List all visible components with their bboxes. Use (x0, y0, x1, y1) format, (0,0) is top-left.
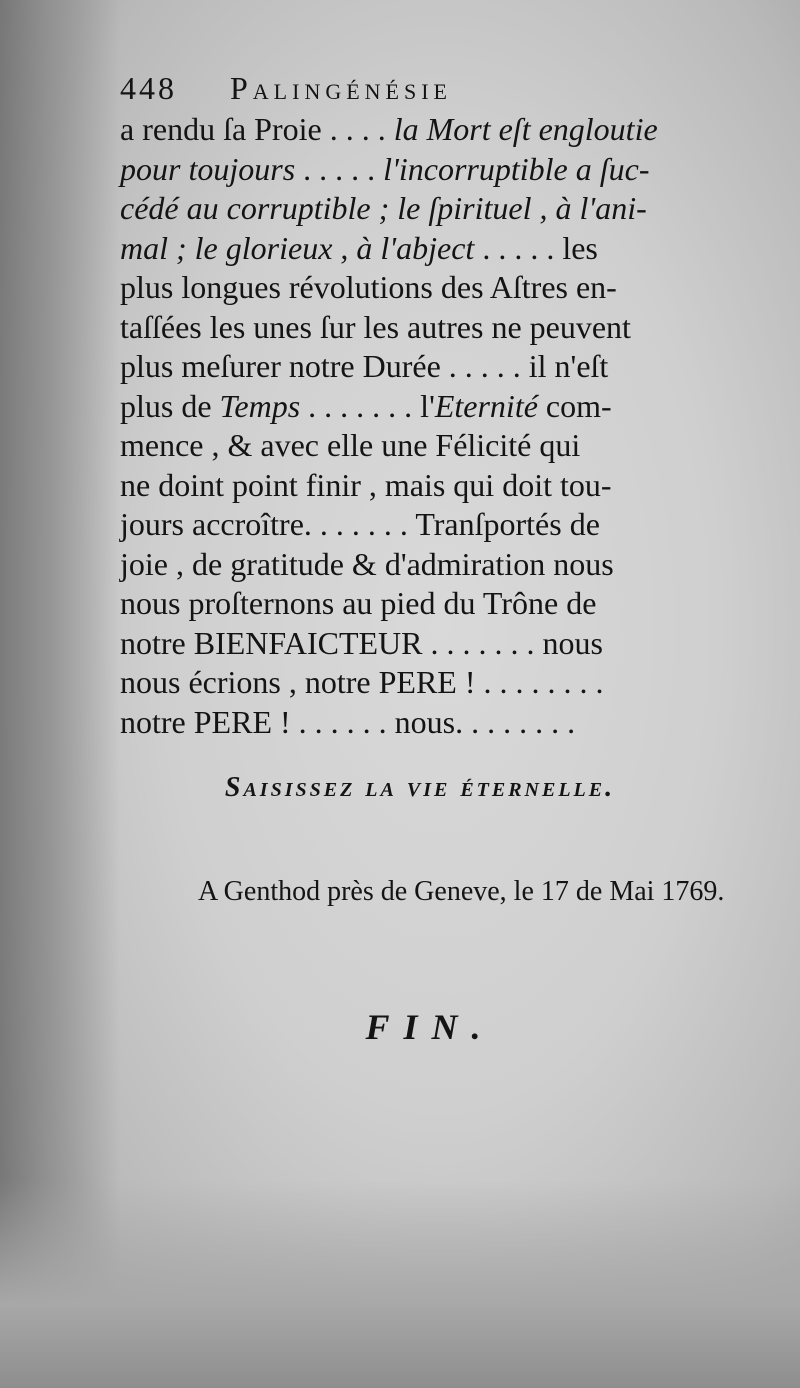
text-segment: joie , de gratitude & d'admiration nous (120, 545, 614, 582)
text-line (120, 110, 720, 150)
text-line (120, 584, 720, 624)
text-segment: notre PERE ! . . . . . . nous. . . . . . . . (120, 703, 576, 740)
text-line (120, 150, 720, 190)
text-segment: l'incorruptible a ſuc- (383, 150, 650, 187)
text-line (120, 624, 720, 664)
text-line (120, 545, 720, 585)
text-segment: nous écrions , notre PERE ! . . . . . . . . (120, 664, 604, 700)
text-line (120, 268, 720, 308)
text-segment: ne doint point finir , mais qui doit tou- (120, 466, 612, 503)
text-segment: com- (537, 387, 612, 424)
text-segment: . . . . . . . l' (300, 387, 435, 424)
closing-motto: Saisissez la vie éternelle. (224, 772, 616, 803)
text-segment: taſſées les unes ſur les autres ne peuvent (120, 308, 631, 345)
text-block (120, 70, 725, 1048)
text-line (120, 426, 720, 466)
text-segment: cédé au corruptible ; le ſpirituel , à l'ani- (120, 190, 647, 226)
text-line (120, 466, 720, 506)
text-segment: plus de (120, 387, 220, 424)
text-line (120, 308, 720, 348)
text-segment: a rendu ſa Proie . . . . (120, 111, 394, 147)
text-segment: . . . . . les (474, 229, 598, 266)
text-line (120, 505, 720, 545)
text-segment: nous proſternons au pied du Trône de (120, 585, 597, 621)
text-segment: Temps (219, 387, 301, 424)
text-segment: mence , & avec elle une Félicité qui (120, 427, 581, 463)
running-head: Palingénésie (230, 70, 452, 106)
text-segment: . . . . . (295, 150, 384, 187)
text-segment: pour toujours (120, 150, 296, 187)
text-segment: jours accroître. . . . . . . Tranſportés de (120, 506, 600, 542)
text-line (120, 703, 720, 743)
page-header (120, 70, 720, 110)
text-line (120, 229, 720, 269)
text-line (120, 347, 720, 387)
text-line (120, 189, 720, 229)
dateline: A Genthod près de Geneve, le 17 de Mai 1769. (198, 876, 725, 907)
text-segment: Eternité (434, 387, 538, 424)
page-shadow-bottom (0, 1180, 800, 1388)
text-segment: mal ; le glorieux , à l'abject (120, 229, 475, 266)
text-segment: notre BIENFAICTEUR . . . . . . . nous (120, 624, 603, 661)
text-segment: la Mort eſt engloutie (393, 111, 658, 147)
text-segment: plus meſurer notre Durée . . . . . il n'eſt (120, 348, 609, 384)
text-line (120, 663, 720, 703)
text-line (120, 387, 720, 427)
fin-mark: FIN. (365, 1007, 495, 1047)
body-text (120, 110, 720, 742)
page-number: 448 (120, 70, 177, 106)
text-segment: plus longues révolutions des Aſtres en- (120, 269, 617, 305)
